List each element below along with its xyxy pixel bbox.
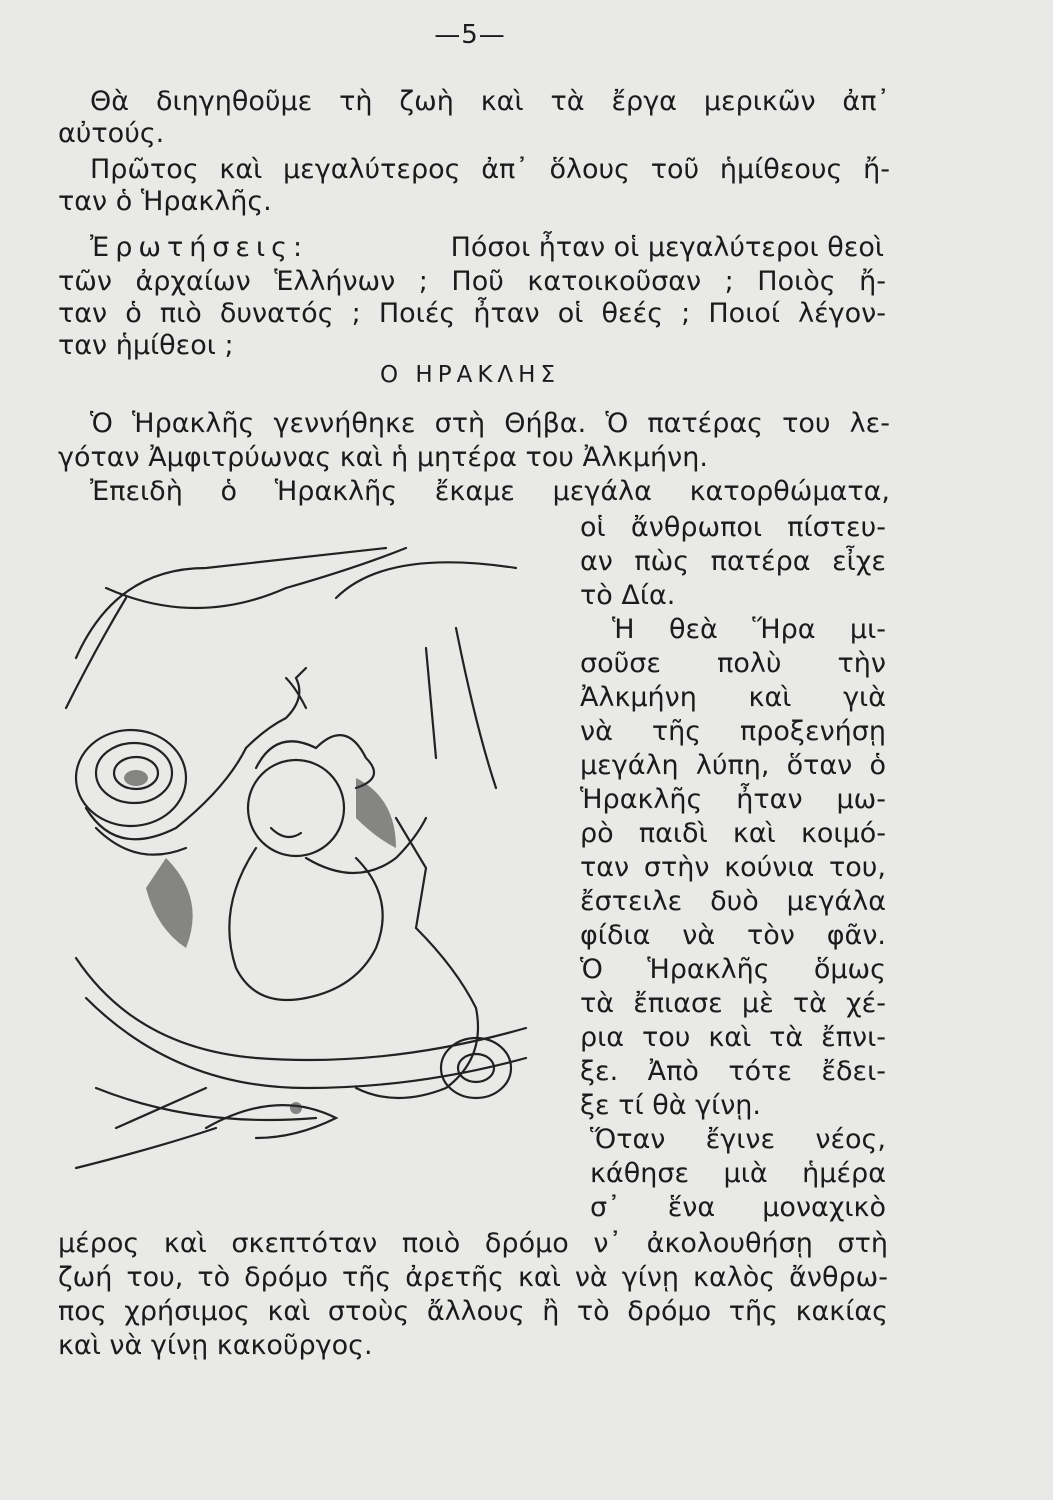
ending-line-2: ζωή του, τὸ δρόμο τῆς ἀρετῆς καὶ νὰ γίνῃ καλὸς ἄνθρω-	[58, 1262, 888, 1293]
intro-line-1: Θὰ διηγηθοῦμε τὴ ζωὴ καὶ τὰ ἔργα μερικῶν ἀπ᾽	[90, 86, 890, 117]
birth-line-1: Ὁ Ἡρακλῆς γεννήθηκε στὴ Θήβα. Ὁ πατέρας του λε-	[90, 408, 890, 439]
column-line: τὸ Δία.	[580, 580, 676, 611]
column-line: ρὸ παιδὶ καὶ κοιμό-	[580, 818, 886, 849]
column-line: Ὁ Ἡρακλῆς ὅμως	[580, 954, 886, 985]
column-line: Ὅταν ἔγινε νέος,	[590, 1124, 886, 1155]
baby-body	[229, 848, 382, 1000]
questions-line-2: τῶν ἀρχαίων Ἑλλήνων ; Ποῦ κατοικοῦσαν ; Ποιὸς ἤ-	[58, 266, 886, 297]
deeds-line-1: Ἐπειδὴ ὁ Ἡρακλῆς ἔκαμε μεγάλα κατορθώματα,	[90, 476, 890, 507]
questions-line-3: ταν ὁ πιὸ δυνατός ; Ποιές ἦταν οἱ θεές ; Ποιοί λέγον-	[58, 298, 886, 329]
column-line: Ἡ θεὰ Ἥρα μι-	[612, 614, 886, 645]
column-line: φίδια νὰ τὸν φᾶν.	[580, 920, 886, 951]
column-line: Ἡρακλῆς ἦταν μω-	[580, 784, 886, 815]
heracles-serpents-illustration	[56, 528, 556, 1188]
ending-line-1: μέρος καὶ σκεπτόταν ποιὸ δρόμο ν᾽ ἀκολουθήσῃ στὴ	[58, 1228, 888, 1259]
column-line: σοῦσε πολὺ τὴν	[580, 648, 886, 679]
column-line: κάθησε μιὰ ἡμέρα	[590, 1158, 886, 1189]
first-line-1: Πρῶτος καὶ μεγαλύτερος ἀπ᾽ ὅλους τοῦ ἡμίθεους ἤ-	[90, 154, 890, 185]
column-line: ἔστειλε δυὸ μεγάλα	[580, 886, 886, 917]
column-line: μεγάλη λύπη, ὅταν ὁ	[580, 750, 886, 781]
ending-line-4: καὶ νὰ γίνῃ κακοῦργος.	[58, 1330, 373, 1361]
first-line-2: ταν ὁ Ἡρακλῆς.	[58, 186, 272, 217]
questions-label	[90, 232, 308, 264]
column-line: τὰ ἔπιασε μὲ τὰ χέ-	[580, 988, 886, 1019]
column-line: ξε. Ἀπὸ τότε ἔδει-	[580, 1056, 886, 1087]
serpent-body	[246, 668, 306, 748]
questions-line-4: ταν ἡμίθεοι ;	[58, 330, 234, 361]
questions-label-text: Ἐρωτήσεις:	[90, 232, 309, 263]
curtain-swag	[336, 562, 516, 598]
column-line: ρια του καὶ τὰ ἔπνι-	[580, 1022, 886, 1053]
ending-line-3: πος χρήσιμος καὶ στοὺς ἄλλους ἢ τὸ δρόμο τῆς κακίας	[58, 1296, 888, 1327]
questions-line-1: Πόσοι ἦταν οἱ μεγαλύτεροι θεοὶ	[450, 232, 884, 263]
birth-line-2: γόταν Ἀμφιτρύωνας καὶ ἡ μητέρα του Ἀλκμήνη.	[58, 442, 708, 473]
column-line: Ἀλκμήνη καὶ γιὰ	[580, 682, 886, 713]
column-line: σ᾽ ἕνα μοναχικὸ	[590, 1192, 886, 1223]
baby-head	[248, 760, 344, 856]
column-line: ταν στὴν κούνια του,	[580, 852, 886, 883]
intro-line-2: αὐτούς.	[58, 118, 165, 149]
column-line: οἱ ἄνθρωποι πίστευ-	[580, 512, 886, 543]
page-number: —5—	[434, 20, 506, 50]
column-line: αν πὼς πατέρα εἶχε	[580, 546, 886, 577]
section-heading: Ο ΗΡΑΚΛΗΣ	[380, 362, 560, 388]
column-line: ξε τί θὰ γίνῃ.	[580, 1090, 761, 1121]
column-line: νὰ τῆς προξενήσῃ	[580, 716, 886, 747]
